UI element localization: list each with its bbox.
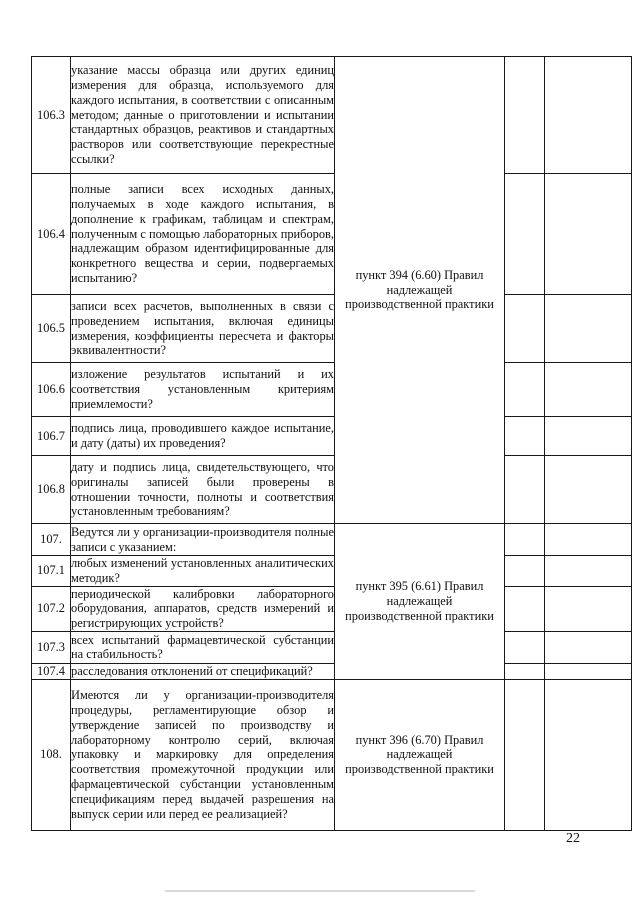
- comment-cell[interactable]: [545, 456, 632, 524]
- regulation-reference: [335, 524, 505, 680]
- answer-cell[interactable]: [505, 663, 545, 679]
- reference-line: надлежащей: [386, 747, 453, 762]
- answer-cell[interactable]: [505, 295, 545, 363]
- comment-cell[interactable]: [545, 556, 632, 587]
- answer-cell[interactable]: [505, 586, 545, 631]
- item-number: 107.1: [32, 556, 71, 587]
- table-row: [32, 679, 632, 830]
- regulation-reference: [335, 57, 505, 524]
- comment-cell[interactable]: [545, 586, 632, 631]
- answer-cell[interactable]: [505, 524, 545, 556]
- table-row: [32, 663, 632, 679]
- item-description: изложение результатов испытаний и их соответствия установленным критериям приемлемости?: [71, 363, 335, 417]
- table-row: [32, 57, 632, 174]
- item-number: 106.6: [32, 363, 71, 417]
- comment-cell[interactable]: [545, 57, 632, 174]
- comment-cell[interactable]: [545, 174, 632, 295]
- item-number: 106.3: [32, 57, 71, 174]
- comment-cell[interactable]: [545, 679, 632, 830]
- checklist-table: [31, 56, 632, 831]
- item-number: 107.3: [32, 631, 71, 663]
- table-row: [32, 556, 632, 587]
- item-description: подпись лица, проводившего каждое испытание, и дату (даты) их проведения?: [71, 417, 335, 456]
- item-number: 106.5: [32, 295, 71, 363]
- comment-cell[interactable]: [545, 417, 632, 456]
- reference-line: производственной практики: [345, 608, 494, 623]
- item-description: Ведутся ли у организации-производителя полные записи с указанием:: [71, 524, 334, 554]
- reference-line: производственной практики: [345, 762, 494, 777]
- item-description: дату и подпись лица, свидетельствующего, что оригиналы записей были проверены в отношении точности, полноты и соответствия установленным требованиям?: [71, 456, 335, 524]
- item-description: расследования отклонений от спецификаций?: [71, 663, 335, 679]
- answer-cell[interactable]: [505, 174, 545, 295]
- table-row: [32, 631, 632, 663]
- answer-cell[interactable]: [505, 631, 545, 663]
- scan-artifact: [0, 884, 640, 904]
- answer-cell[interactable]: [505, 57, 545, 174]
- table-row: [32, 456, 632, 524]
- table-row: [32, 586, 632, 631]
- item-number: 107.2: [32, 586, 71, 631]
- reference-line: пункт 395 (6.61) Правил: [355, 579, 484, 594]
- item-description: периодической калибровки лабораторного оборудования, аппаратов, средств измерений и регистрирующих устройств?: [71, 586, 334, 631]
- answer-cell[interactable]: [505, 679, 545, 830]
- item-number: 107.4: [32, 663, 71, 679]
- table-row: [32, 174, 632, 295]
- answer-cell[interactable]: [505, 363, 545, 417]
- table-row: [32, 524, 632, 556]
- reference-line: надлежащей: [386, 593, 453, 608]
- reference-line: производственной практики: [345, 297, 494, 312]
- item-number: 106.8: [32, 456, 71, 524]
- comment-cell[interactable]: [545, 663, 632, 679]
- item-description: Имеются ли у организации-производителя процедуры, регламентирующие обзор и утверждение записей по производству и лабораторному контролю серий, включая упаковку и маркировку для определения соответствия промежуточной продукции или фармацевтической субстанции установленным спецификациям перед выдачей разрешения на выпуск серии или перед ее реализацией?: [71, 679, 335, 830]
- comment-cell[interactable]: [545, 524, 632, 556]
- answer-cell[interactable]: [505, 456, 545, 524]
- item-number: 106.7: [32, 417, 71, 456]
- reference-line: надлежащей: [386, 282, 453, 297]
- answer-cell[interactable]: [505, 417, 545, 456]
- item-number: 108.: [32, 679, 71, 830]
- item-description: записи всех расчетов, выполненных в связи с проведением испытания, включая единицы измерения, коэффициенты пересчета и факторы эквивалентности?: [71, 295, 335, 363]
- table-row: [32, 295, 632, 363]
- page-number: 22: [566, 831, 580, 846]
- item-description: любых изменений установленных аналитических методик?: [71, 556, 334, 585]
- item-description: всех испытаний фармацевтической субстанции на стабильность?: [71, 632, 334, 662]
- table-row: [32, 417, 632, 456]
- table-row: [32, 363, 632, 417]
- comment-cell[interactable]: [545, 363, 632, 417]
- reference-line: пункт 394 (6.60) Правил: [355, 267, 484, 282]
- scan-line: [165, 890, 475, 892]
- item-description: полные записи всех исходных данных, получаемых в ходе каждого испытания, в дополнение к графикам, таблицам и спектрам, полученным с помощью лабораторных приборов, надлежащим образом идентифицированные для конкретного вещества и серии, подвергаемых испытанию?: [71, 174, 335, 295]
- comment-cell[interactable]: [545, 295, 632, 363]
- regulation-reference: [335, 679, 505, 830]
- comment-cell[interactable]: [545, 631, 632, 663]
- item-number: 106.4: [32, 174, 71, 295]
- reference-line: пункт 396 (6.70) Правил: [355, 732, 484, 747]
- answer-cell[interactable]: [505, 556, 545, 587]
- item-number: 107.: [32, 524, 71, 556]
- item-description: указание массы образца или других единиц измерения для образца, используемого для каждого испытания, в соответствии с описанным методом; данные о приготовлении и испытании стандартных образцов, реактивов и стандартных растворов или соответствующие перекрестные ссылки?: [71, 57, 335, 174]
